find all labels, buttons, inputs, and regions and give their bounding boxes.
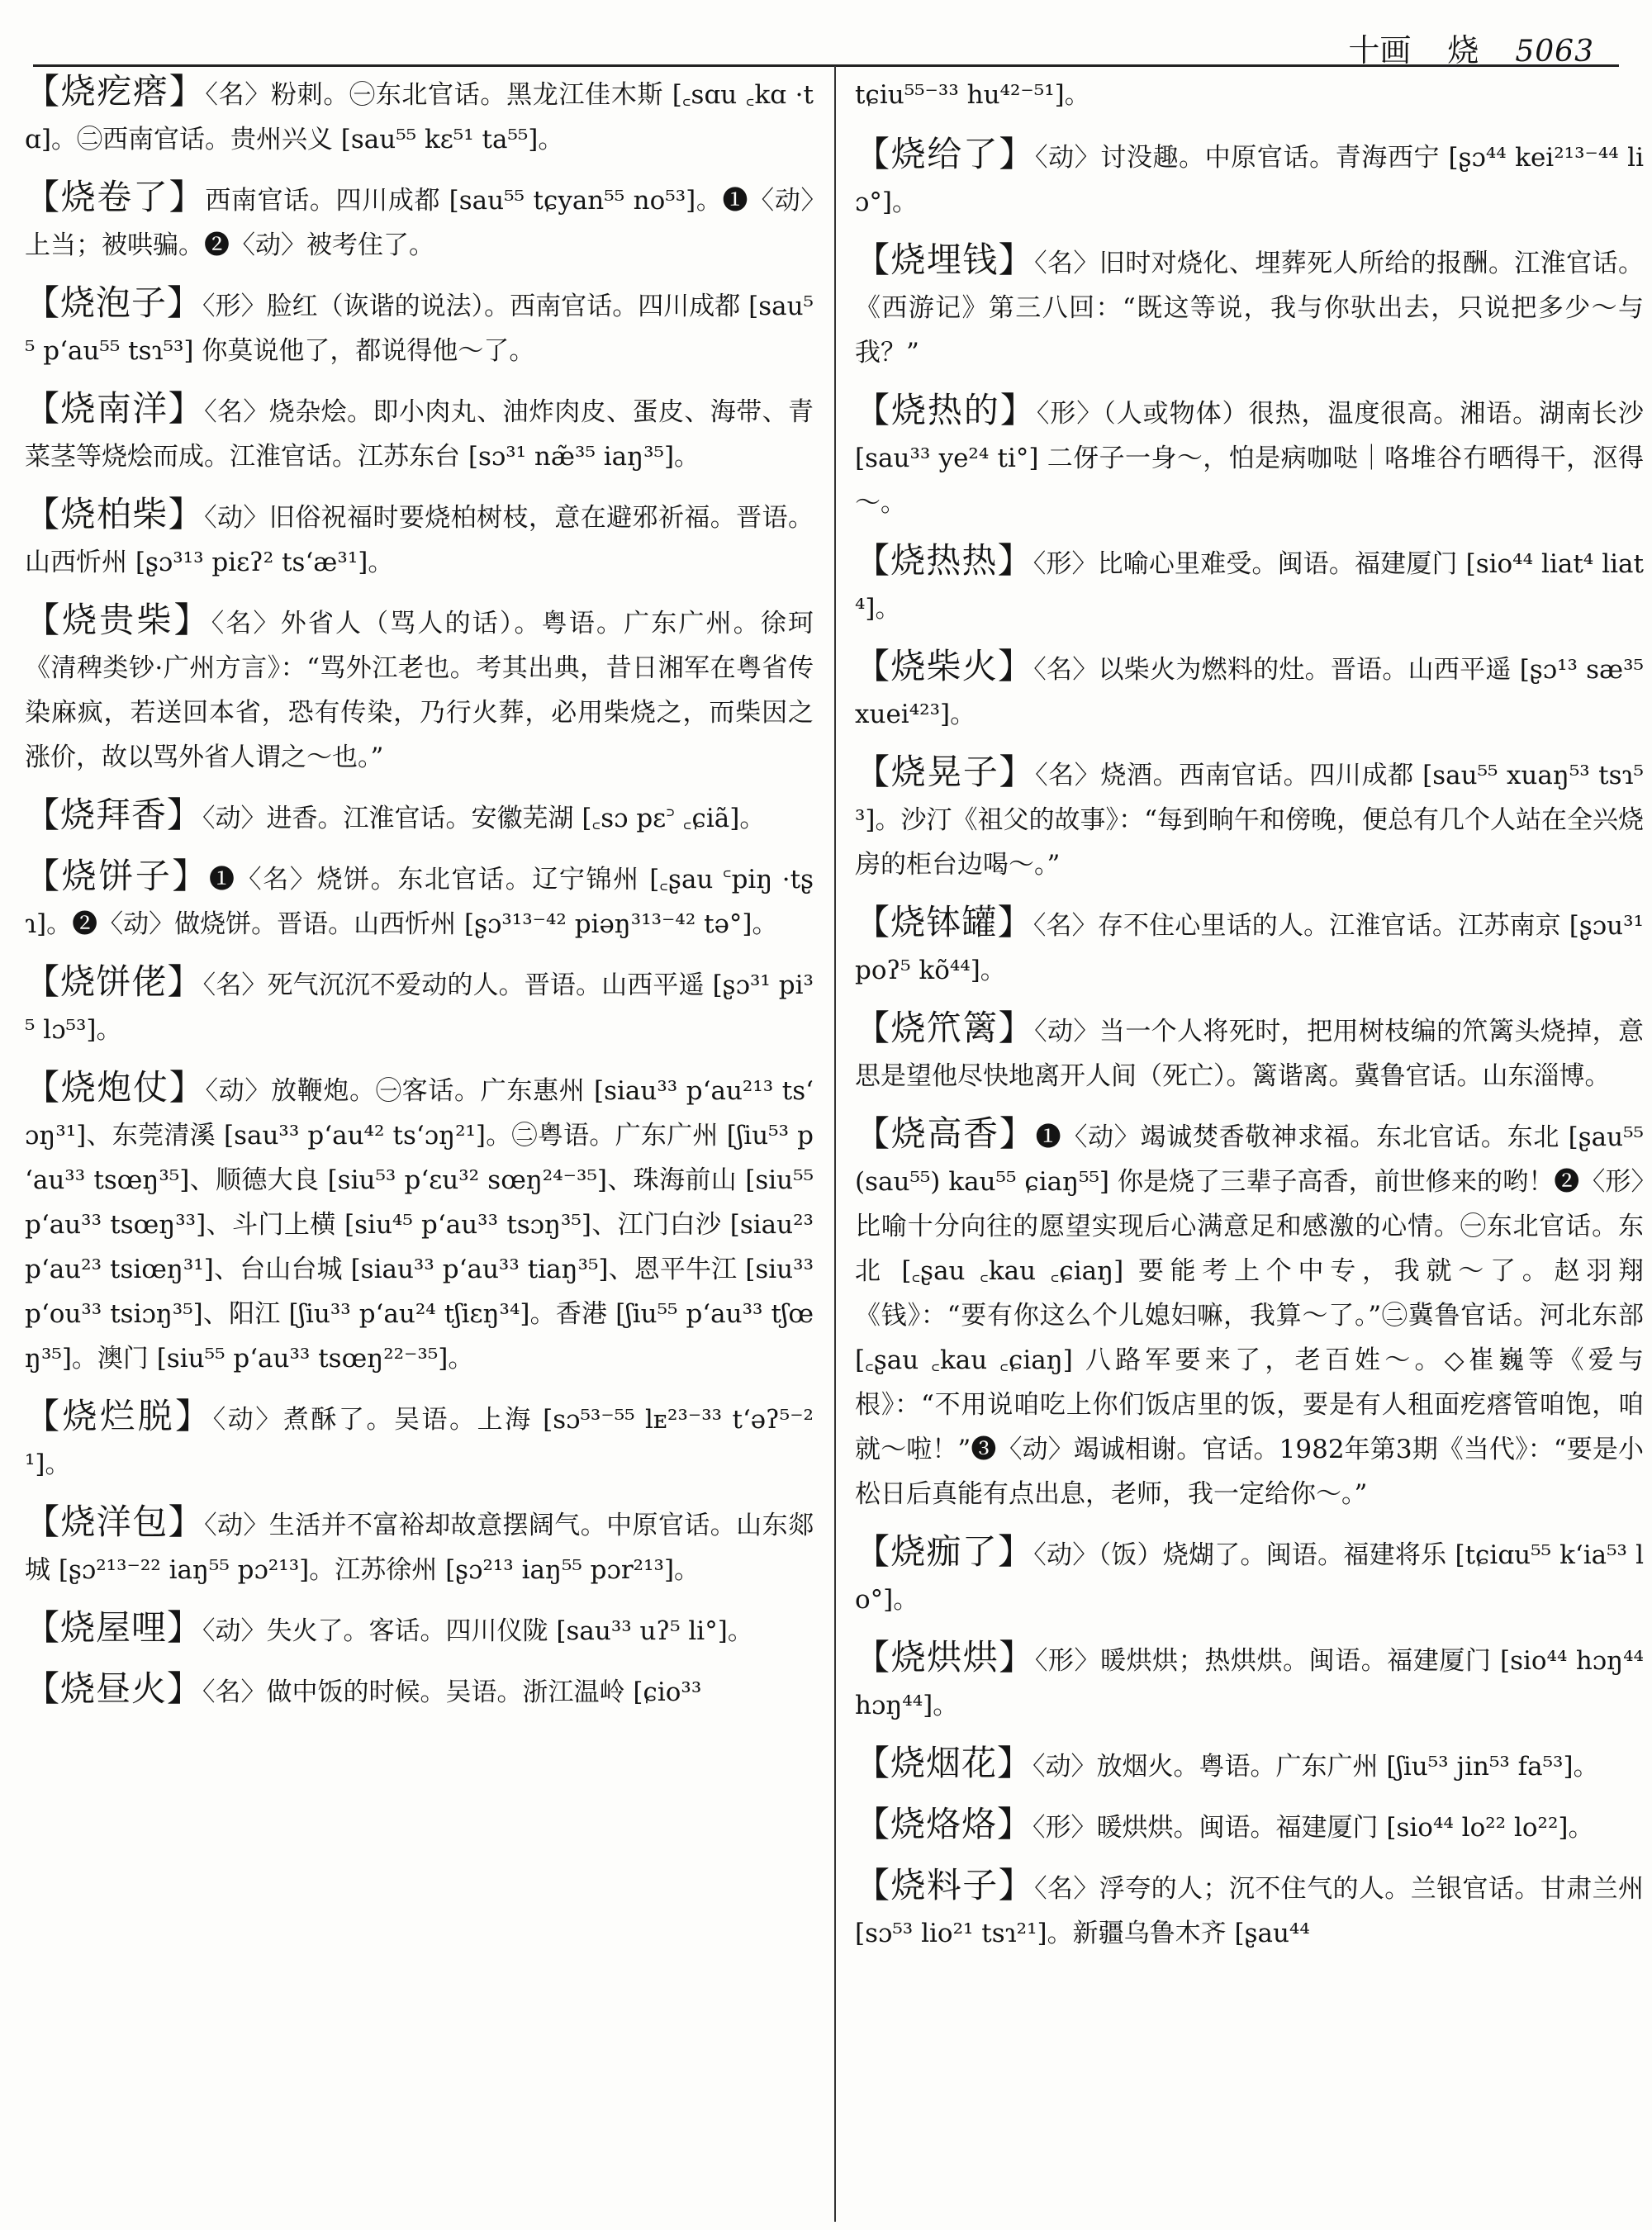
headword: 【烧烙烙】 [855, 1804, 1033, 1844]
right-column [855, 69, 1644, 1969]
definition: 〈动〉放烟火。粤语。广东广州 [ʃiu⁵³ jin⁵³ fa⁵³]。 [1032, 1752, 1599, 1782]
definition: 〈名〉死气沉沉不爱动的人。晋语。山西平遥 [ʂɔ³¹ pi³⁵ lɔ⁵³]。 [25, 970, 814, 1045]
definition: 〈名〉旧时对烧化、埋葬死人所给的报酬。江淮官话。《西游记》第三八回：“既这等说，我与你驮出去，只说把多少～与我？” [855, 249, 1644, 368]
entry-shao-re-re [855, 539, 1644, 631]
left-column [25, 69, 814, 1728]
headword: 【烧料子】 [855, 1865, 1035, 1905]
definition: 〈形〉暖烘烘；热烘烘。闽语。福建厦门 [sio⁴⁴ hɔŋ⁴⁴ hɔŋ⁴⁴]。 [855, 1646, 1644, 1720]
headword: 【烧烂脱】 [25, 1396, 213, 1436]
entry-shao-bing-zi [25, 854, 814, 947]
entry-shao-nan-yang [25, 387, 814, 479]
headword: 【烧热的】 [855, 390, 1037, 430]
definition: 〈名〉以柴火为燃料的灶。晋语。山西平遥 [ʂɔ¹³ sæ³⁵ xuei⁴²³]。 [855, 655, 1644, 729]
entry-shao-huang-zi [855, 750, 1644, 887]
headword: 【烧烘烘】 [855, 1637, 1035, 1677]
headword: 【烧痂了】 [855, 1531, 1034, 1572]
entry-shao-bing-lao [25, 960, 814, 1052]
column-divider [834, 66, 836, 2222]
headword: 【烧埋钱】 [855, 240, 1035, 280]
headword: 【烧饼子】 [25, 856, 210, 896]
headword: 【烧高香】 [855, 1113, 1036, 1154]
definition: 〈动〉放鞭炮。㊀客话。广东惠州 [siau³³ pʻau²¹³ tsʻɔŋ³¹]、东莞清溪 [sau³³ pʻau⁴² tsʻɔŋ²¹]。㊁粤语。广东广州 [ʃiu⁵³ pʻau³³ tsœŋ³⁵]、顺德大良 [siu⁵³ pʻɛu³² sœŋ²⁴⁻³⁵]、珠海前山 [siu⁵⁵ pʻau³³ tsœŋ³³]、斗门上横 [siu⁴⁵ pʻau³³ tsɔŋ³⁵]、江门白沙 [siau²³ pʻau²³ tsiœŋ³¹]、台山台城 [siau³³ pʻau³³ tiaŋ³⁵]、恩平牛江 [siu³³ pʻou³³ tsiɔŋ³⁵]、阳江 [ʃiu³³ pʻau²⁴ tʃiɛŋ³⁴]。香港 [ʃiu⁵⁵ pʻau³³ tʃœŋ³⁵]。澳门 [siu⁵⁵ pʻau³³ tsœŋ²²⁻³⁵]。 [25, 1076, 814, 1374]
headword: 【烧炮仗】 [25, 1067, 206, 1108]
definition: 西南官话。四川成都 [sau⁵⁵ tɕyan⁵⁵ no⁵³]。❶〈动〉上当；被哄骗。❷〈动〉被考住了。 [25, 186, 814, 260]
entry-shao-zhao-li [855, 1006, 1644, 1098]
entry-continuation [855, 69, 1644, 117]
definition: ❶〈名〉烧饼。东北官话。辽宁锦州 [꜀ʂau ꜂piŋ ·tʂɿ]。❷〈动〉做烧饼。晋语。山西忻州 [ʂɔ³¹³⁻⁴² piəŋ³¹³⁻⁴² tə°]。 [25, 865, 814, 939]
entry-shao-liao-zi [855, 1863, 1644, 1956]
page-number: 5063 [1515, 35, 1594, 69]
entry-shao-bai-xiang [25, 793, 814, 841]
entry-shao-juan-le [25, 175, 814, 268]
entry-shao-yan-hua [855, 1741, 1644, 1789]
headword: 【烧饼佬】 [25, 961, 203, 1002]
headword: 【烧给了】 [855, 134, 1035, 174]
definition: 〈名〉外省人（骂人的话）。粤语。广东广州。徐珂《清稗类钞·广州方言》：“骂外江老也。考其出典，昔日湘军在粤省传染麻疯，若送回本省，恐有传染，乃行火葬，必用柴烧之，而柴因之涨价，故以骂外省人谓之～也。” [25, 609, 814, 772]
headword: 【烧泡子】 [25, 282, 203, 323]
headword: 【烧屋哩】 [25, 1607, 203, 1648]
definition: 〈动〉讨没趣。中原官话。青海西宁 [ʂɔ⁴⁴ kei²¹³⁻⁴⁴ liɔ°]。 [855, 143, 1644, 217]
definition: 〈名〉粉刺。㊀东北官话。黑龙江佳木斯 [꜀sɑu ꜀kɑ ·tɑ]。㊁西南官话。贵州兴义 [sau⁵⁵ kɛ⁵¹ ta⁵⁵]。 [25, 80, 814, 154]
definition: 〈动〉煮酥了。吴语。上海 [sɔ⁵³⁻⁵⁵ lᴇ²³⁻³³ tʻəʔ⁵⁻²¹]。 [25, 1405, 814, 1479]
definition: 〈形〉比喻心里难受。闽语。福建厦门 [sio⁴⁴ liat⁴ liat⁴]。 [855, 549, 1644, 624]
definition: ❶〈动〉竭诚焚香敬神求福。东北官话。东北 [ʂau⁵⁵(sau⁵⁵) kau⁵⁵ ɕiaŋ⁵⁵] 你是烧了三辈子高香，前世修来的哟！❷〈形〉比喻十分向往的愿望实现后心满意足和感激的心情。㊀东北官话。东北 [꜀ʂau ꜀kau ꜀ɕiaŋ] 要能考上个中专，我就～了。赵羽翔《钱》：“要有你这么个儿媳妇嘛，我算～了。”㊁冀鲁官话。河北东部 [꜀ʂau ꜀kau ꜀ɕiaŋ] 八路军要来了，老百姓～。◇崔巍等《爱与根》：“不用说咱吃上你们饭店里的饭，要是有人租面疙瘩管咱饱，咱就～啦！”❸〈动〉竭诚相谢。官话。1982年第3期《当代》：“要是小松日后真能有点出息，老师，我一定给你～。” [855, 1122, 1644, 1509]
definition: 〈动〉进香。江淮官话。安徽芜湖 [꜀sɔ pɛ꜄ ꜀ɕiã]。 [202, 804, 766, 833]
entry-shao-zhou-huo [25, 1667, 814, 1715]
definition: 〈名〉烧酒。西南官话。四川成都 [sau⁵⁵ xuaŋ⁵³ tsɿ⁵³]。沙汀《祖父的故事》：“每到晌午和傍晚，便总有几个人站在全兴烧房的柜台边喝～。” [855, 761, 1644, 880]
entry-shao-pao-zhang [25, 1065, 814, 1381]
entry-shao-lan-tuo [25, 1394, 814, 1487]
headword: 【烧洋包】 [25, 1502, 205, 1542]
definition: 〈形〉脸红（诙谐的说法）。西南官话。四川成都 [sau⁵⁵ pʻau⁵⁵ tsɿ⁵³] 你莫说他了，都说得他～了。 [25, 292, 814, 366]
definition: 〈动〉旧俗祝福时要烧柏树枝，意在避邪祈福。晋语。山西忻州 [ʂɔ³¹³ piɛʔ² tsʻæ³¹]。 [25, 503, 814, 577]
headword: 【烧贵柴】 [25, 600, 211, 640]
header-radical: 烧 [1447, 32, 1479, 69]
headword: 【烧热热】 [855, 540, 1033, 581]
definition: 〈名〉烧杂烩。即小肉丸、油炸肉皮、蛋皮、海带、青菜茎等烧烩而成。江淮官话。江苏东台 [sɔ³¹ næ̃³⁵ iaŋ³⁵]。 [25, 397, 814, 472]
definition: 〈动〉（饭）烧煳了。闽语。福建将乐 [tɕiɑu⁵⁵ kʻia⁵³ lo°]。 [855, 1540, 1644, 1615]
headword: 【烧柏柴】 [25, 494, 205, 534]
entry-shao-gui-chai [25, 598, 814, 780]
entry-shao-yang-bao [25, 1500, 814, 1592]
entry-shao-gei-le [855, 132, 1644, 225]
headword: 【烧烟花】 [855, 1743, 1033, 1783]
entry-shao-bo-guan [855, 900, 1644, 993]
definition: 〈动〉当一个人将死时，把用树枝编的笊篱头烧掉，意思是望他尽快地离开人间（死亡）。篱谐离。冀鲁官话。山东淄博。 [855, 1017, 1644, 1091]
headword: 【烧笊篱】 [855, 1008, 1035, 1048]
headword: 【烧柴火】 [855, 646, 1034, 686]
entry-shao-bai-chai [25, 492, 814, 585]
header-info [1348, 25, 1594, 70]
definition: 〈名〉浮夸的人；沉不住气的人。兰银官话。甘肃兰州 [sɔ⁵³ lio²¹ tsɿ²¹]。新疆乌鲁木齐 [ʂau⁴⁴ [855, 1874, 1644, 1948]
definition: 〈形〉暖烘烘。闽语。福建厦门 [sio⁴⁴ lo²² lo²²]。 [1032, 1813, 1594, 1843]
headword: 【烧疙瘩】 [25, 71, 206, 112]
entry-shao-gao-xiang [855, 1112, 1644, 1516]
definition: 〈名〉做中饭的时候。吴语。浙江温岭 [ɕio³³ [202, 1677, 702, 1707]
headword: 【烧拜香】 [25, 795, 203, 835]
definition: tɕiu⁵⁵⁻³³ hu⁴²⁻⁵¹]。 [855, 80, 1090, 110]
entry-shao-re-de [855, 388, 1644, 525]
entry-shao-ge-da [25, 69, 814, 162]
headword: 【烧晃子】 [855, 752, 1036, 792]
headword: 【烧钵罐】 [855, 902, 1033, 942]
headword: 【烧昼火】 [25, 1668, 203, 1709]
entry-shao-jia-le [855, 1530, 1644, 1622]
definition: 〈动〉失火了。客话。四川仪陇 [sau³³ uʔ⁵ li°]。 [202, 1616, 753, 1646]
definition: 〈名〉存不住心里话的人。江淮官话。江苏南京 [ʂɔu³¹ poʔ⁵ kõ⁴⁴]。 [855, 911, 1644, 985]
headword: 【烧南洋】 [25, 388, 205, 429]
definition: 〈形〉（人或物体）很热，温度很高。湘语。湖南长沙 [sau³³ ye²⁴ ti°] 二伢子一身～，怕是病咖哒｜咯堆谷冇晒得干，沤得～。 [855, 399, 1644, 518]
definition: 〈动〉生活并不富裕却故意摆阔气。中原官话。山东郯城 [ʂɔ²¹³⁻²² iaŋ⁵⁵ pɔ²¹³]。江苏徐州 [ʂɔ²¹³ iaŋ⁵⁵ pɔr²¹³]。 [25, 1511, 814, 1585]
page-header [33, 18, 1619, 67]
entry-shao-pao-zi [25, 281, 814, 373]
entry-shao-chai-huo [855, 644, 1644, 737]
entry-shao-wu-li [25, 1606, 814, 1654]
entry-shao-lao-lao [855, 1802, 1644, 1850]
entry-shao-hong-hong [855, 1635, 1644, 1728]
headword: 【烧卷了】 [25, 177, 206, 217]
header-section: 十画 [1348, 32, 1412, 69]
entry-shao-mai-qian [855, 238, 1644, 375]
